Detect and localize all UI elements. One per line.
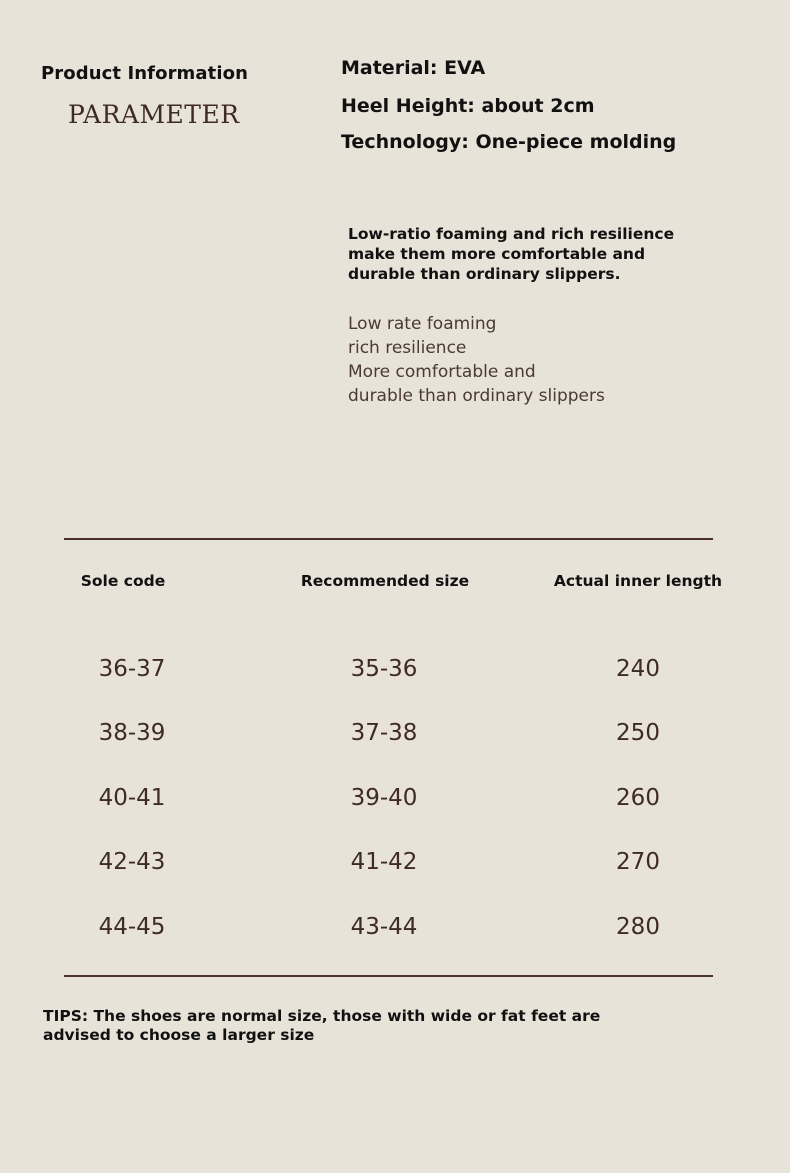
recommended-size-cell: 37-38 <box>350 720 418 747</box>
recommended-size-cell: 41-42 <box>350 849 418 876</box>
description-light-line: durable than ordinary slippers <box>348 386 605 406</box>
table-top-divider <box>64 538 713 540</box>
parameter-heading: PARAMETER <box>68 100 240 129</box>
header-recommended-size: Recommended size <box>300 572 470 590</box>
table-row <box>0 769 790 833</box>
header-sole-code: Sole code <box>80 572 166 590</box>
description-light-line: More comfortable and <box>348 362 536 382</box>
spec-heel-height: Heel Height: about 2cm <box>341 95 595 117</box>
inner-length-cell: 250 <box>616 720 660 747</box>
inner-length-cell: 260 <box>616 784 660 811</box>
spec-technology: Technology: One-piece molding <box>341 131 677 153</box>
tips-note <box>43 1007 600 1045</box>
header-actual-inner-length: Actual inner length <box>553 572 723 590</box>
inner-length-cell: 270 <box>616 849 660 876</box>
inner-length-cell: 280 <box>616 913 660 940</box>
recommended-size-cell: 43-44 <box>350 913 418 940</box>
size-table-body <box>0 640 790 962</box>
description-bold-line: Low-ratio foaming and rich resilience <box>348 225 675 243</box>
sole-code-cell: 44-45 <box>98 913 166 940</box>
table-row <box>0 833 790 897</box>
description-light-line: Low rate foaming <box>348 314 497 334</box>
table-row <box>0 640 790 704</box>
sole-code-cell: 38-39 <box>98 720 166 747</box>
tips-line: TIPS: The shoes are normal size, those with wide or fat feet are <box>43 1007 601 1025</box>
description-bold-line: durable than ordinary slippers. <box>348 265 621 283</box>
table-row <box>0 704 790 768</box>
description-bold <box>348 224 688 284</box>
description-light-line: rich resilience <box>348 338 467 358</box>
sole-code-cell: 40-41 <box>98 784 166 811</box>
product-information-title: Product Information <box>41 63 249 84</box>
table-row <box>0 898 790 962</box>
recommended-size-cell: 39-40 <box>350 784 418 811</box>
spec-material: Material: EVA <box>341 57 486 79</box>
tips-line: advised to choose a larger size <box>43 1026 315 1044</box>
table-bottom-divider <box>64 975 713 977</box>
sole-code-cell: 36-37 <box>98 656 166 682</box>
description-light <box>348 312 605 408</box>
inner-length-cell: 240 <box>616 656 660 682</box>
sole-code-cell: 42-43 <box>98 849 166 876</box>
recommended-size-cell: 35-36 <box>350 656 418 682</box>
description-bold-line: make them more comfortable and <box>348 245 646 263</box>
